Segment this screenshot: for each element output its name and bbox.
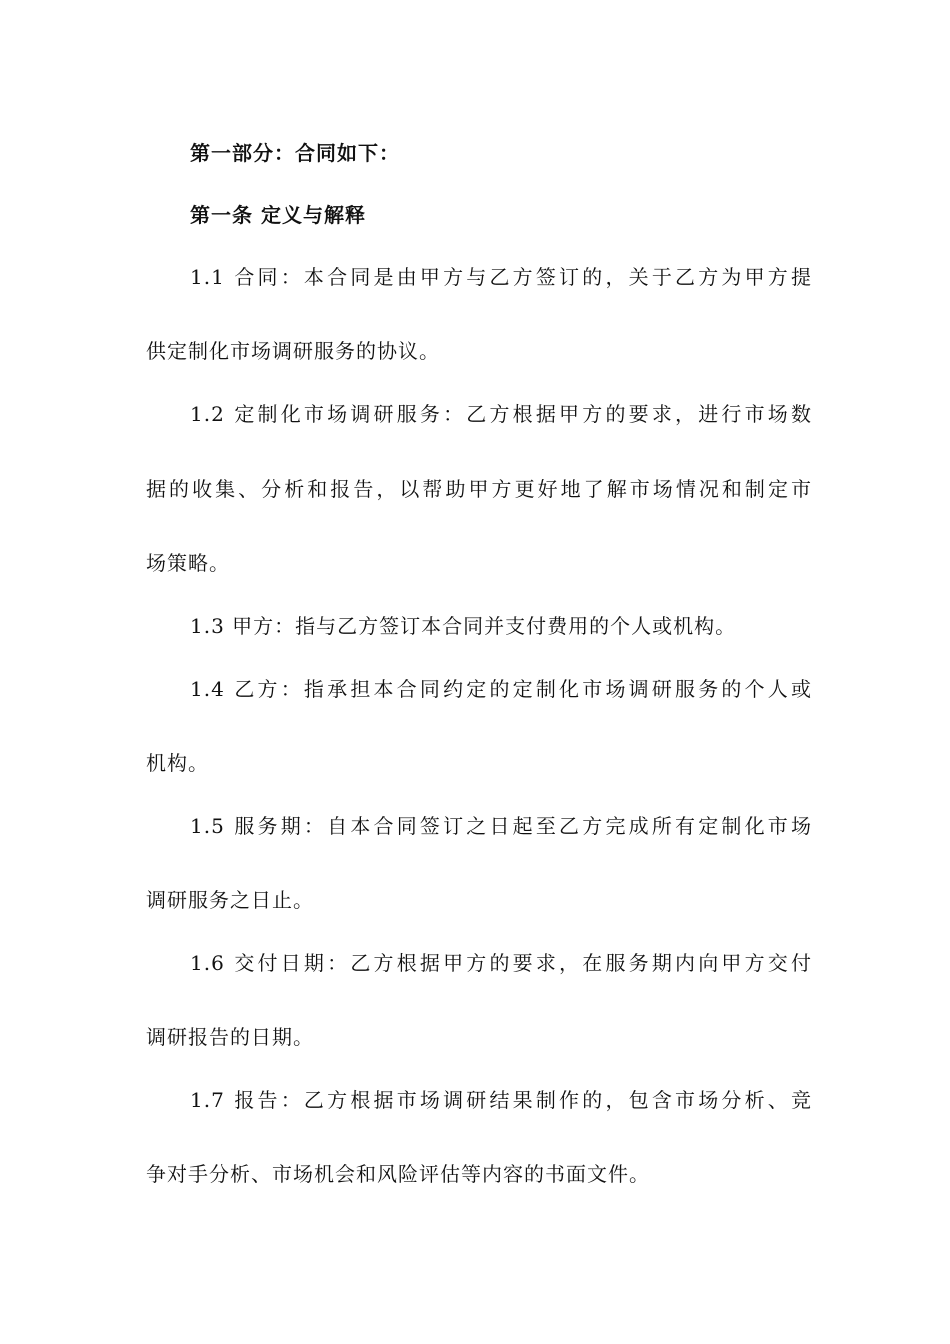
clause-1-2-line-1: 1.2 定制化市场调研服务：乙方根据甲方的要求，进行市场数 <box>190 402 812 426</box>
clause-1-4-line-1: 1.4 乙方：指承担本合同约定的定制化市场调研服务的个人或 <box>190 677 812 701</box>
clause-1-2-line-3: 场策略。 <box>146 551 230 575</box>
clause-1-6-line-1: 1.6 交付日期：乙方根据甲方的要求，在服务期内向甲方交付 <box>190 951 812 975</box>
part-heading: 第一部分：合同如下： <box>190 141 400 165</box>
clause-1-4-line-2: 机构。 <box>146 751 209 775</box>
clause-1-1-line-2: 供定制化市场调研服务的协议。 <box>146 339 440 363</box>
clause-1-5-line-2: 调研服务之日止。 <box>146 888 314 912</box>
clause-1-3-line-1: 1.3 甲方：指与乙方签订本合同并支付费用的个人或机构。 <box>190 614 737 638</box>
article-heading: 第一条 定义与解释 <box>190 203 366 227</box>
clause-1-1-line-1: 1.1 合同：本合同是由甲方与乙方签订的，关于乙方为甲方提 <box>190 265 812 289</box>
clause-1-2-line-2: 据的收集、分析和报告，以帮助甲方更好地了解市场情况和制定市 <box>146 477 812 501</box>
clause-1-5-line-1: 1.5 服务期：自本合同签订之日起至乙方完成所有定制化市场 <box>190 814 812 838</box>
clause-1-7-line-2: 争对手分析、市场机会和风险评估等内容的书面文件。 <box>146 1162 650 1186</box>
clause-1-6-line-2: 调研报告的日期。 <box>146 1025 314 1049</box>
clause-1-7-line-1: 1.7 报告：乙方根据市场调研结果制作的，包含市场分析、竞 <box>190 1088 812 1112</box>
